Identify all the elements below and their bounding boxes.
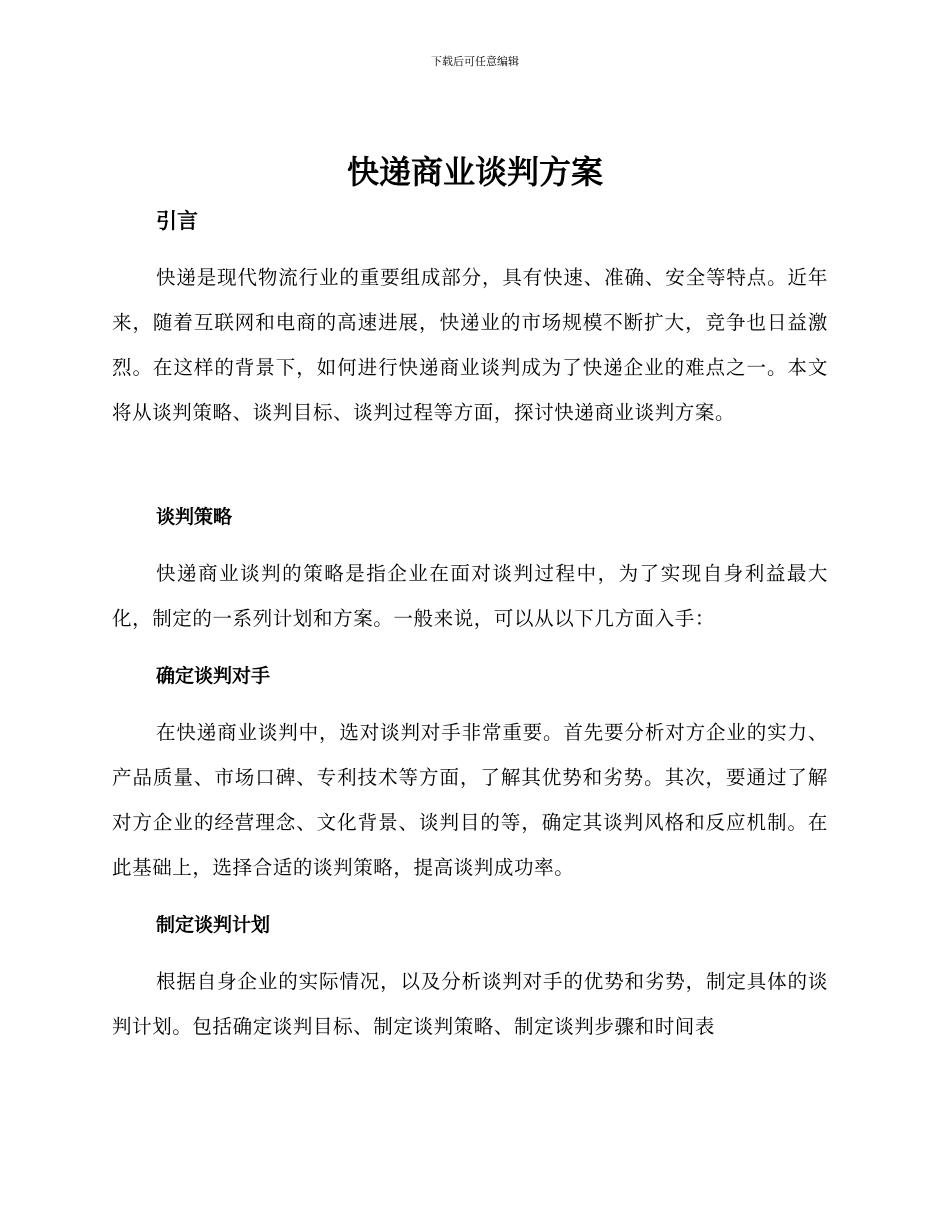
strategy-heading: 谈判策略 [156, 506, 233, 528]
intro-paragraph: 快递是现代物流行业的重要组成部分，具有快速、准确、安全等特点。近年来，随着互联网和电商的高速进展，快递业的市场规模不断扩大，竞争也日益激烈。在这样的背景下，如何进行快递商业谈判成为了快递企业的难点之一。本文将从谈判策略、谈判目标、谈判过程等方面，探讨快递商业谈判方案。 [112, 266, 828, 424]
opponent-heading: 确定谈判对手 [156, 665, 271, 687]
page-header-note: 下载后可任意编辑 [431, 55, 519, 68]
intro-heading: 引言 [156, 209, 198, 233]
document-title: 快递商业谈判方案 [346, 153, 603, 191]
plan-paragraph: 根据自身企业的实际情况，以及分析谈判对手的优势和劣势，制定具体的谈判计划。包括确定谈判目标、制定谈判策略、制定谈判步骤和时间表 [112, 970, 828, 1038]
plan-heading: 制定谈判计划 [156, 914, 271, 936]
opponent-paragraph: 在快递商业谈判中，选对谈判对手非常重要。首先要分析对方企业的实力、产品质量、市场口碑、专利技术等方面，了解其优势和劣势。其次，要通过了解对方企业的经营理念、文化背景、谈判目的等，确定其谈判风格和反应机制。在此基础上，选择合适的谈判策略，提高谈判成功率。 [112, 721, 828, 879]
strategy-paragraph: 快递商业谈判的策略是指企业在面对谈判过程中，为了实现自身利益最大化，制定的一系列计划和方案。一般来说，可以从以下几方面入手： [112, 562, 828, 630]
